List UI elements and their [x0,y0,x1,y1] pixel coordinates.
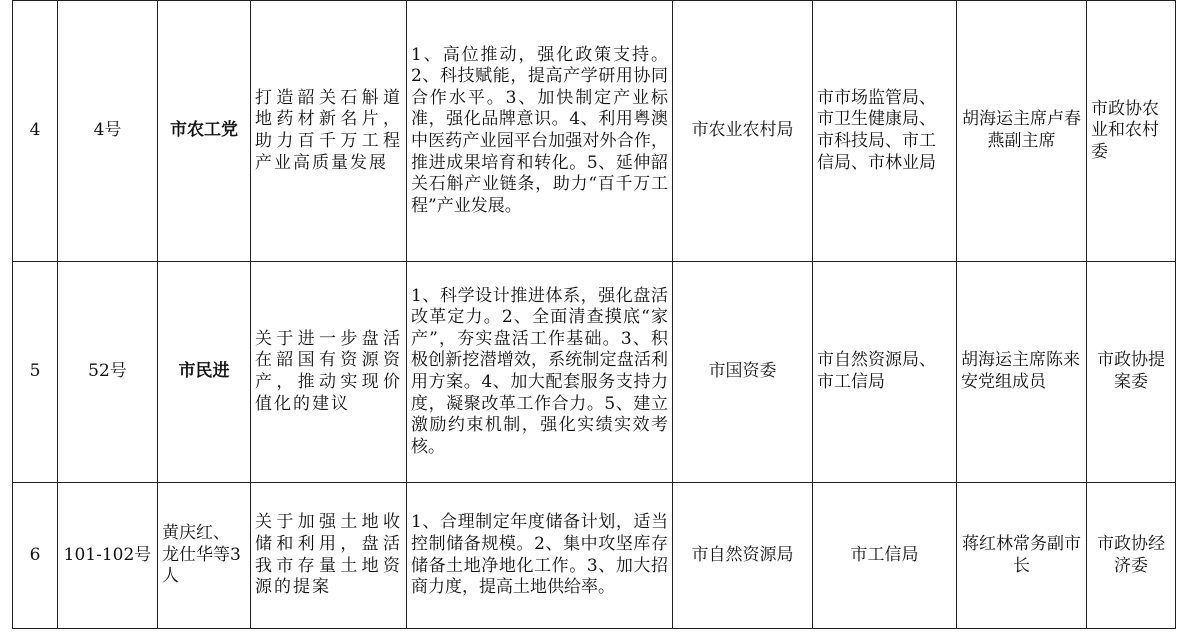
row-index: 5 [13,262,58,483]
table-row [13,1,1176,262]
supervisor: 蒋红林常务副市长 [957,483,1087,629]
row-index: 6 [13,483,58,629]
proposal-title: 打造韶关石斛道地药材新名片，助力百千万工程产业高质量发展 [251,1,407,262]
proposer: 黄庆红、龙仕华等3人 [158,483,251,629]
proposal-title: 关于进一步盘活在韶国有资源资产，推动实现价值化的建议 [251,262,407,483]
table-row [13,262,1176,483]
lead-unit: 市农业农村局 [673,1,813,262]
proposal-number: 4号 [58,1,158,262]
proposal-measures: 1、科学设计推进体系，强化盘活改革定力。2、全面清查摸底“家产”，夯实盘活工作基础。3、积极创新挖潜增效，系统制定盘活利用方案。4、加大配套服务支持力度，凝聚改革工作合力。5、建立激励约束机制，强化实绩实效考核。 [407,262,673,483]
proposal-number: 52号 [58,262,158,483]
lead-unit: 市国资委 [673,262,813,483]
lead-unit: 市自然资源局 [673,483,813,629]
committee: 市政协经济委 [1087,483,1176,629]
proposal-title: 关于加强土地收储和利用，盘活我市存量土地资源的提案 [251,483,407,629]
supervisor: 胡海运主席陈来安党组成员 [957,262,1087,483]
proposal-measures: 1、合理制定年度储备计划，适当控制储备规模。2、集中攻坚库存储备土地净地化工作。3、加大招商力度，提高土地供给率。 [407,483,673,629]
committee: 市政协提案委 [1087,262,1176,483]
committee: 市政协农业和农村委 [1087,1,1176,262]
supervisor: 胡海运主席卢春燕副主席 [957,1,1087,262]
proposal-measures: 1、高位推动，强化政策支持。2、科技赋能，提高产学研用协同合作水平。3、加快制定产业标准，强化品牌意识。4、利用粤澳中医药产业园平台加强对外合作，推进成果培育和转化。5、延伸韶关石斛产业链条，助力“百千万工程”产业发展。 [407,1,673,262]
proposal-table [12,0,1176,629]
co-units: 市自然资源局、市工信局 [813,262,957,483]
row-index: 4 [13,1,58,262]
table-row [13,483,1176,629]
proposer: 市民进 [158,262,251,483]
proposer: 市农工党 [158,1,251,262]
co-units: 市市场监管局、市卫生健康局、市科技局、市工信局、市林业局 [813,1,957,262]
proposal-number: 101-102号 [58,483,158,629]
co-units: 市工信局 [813,483,957,629]
